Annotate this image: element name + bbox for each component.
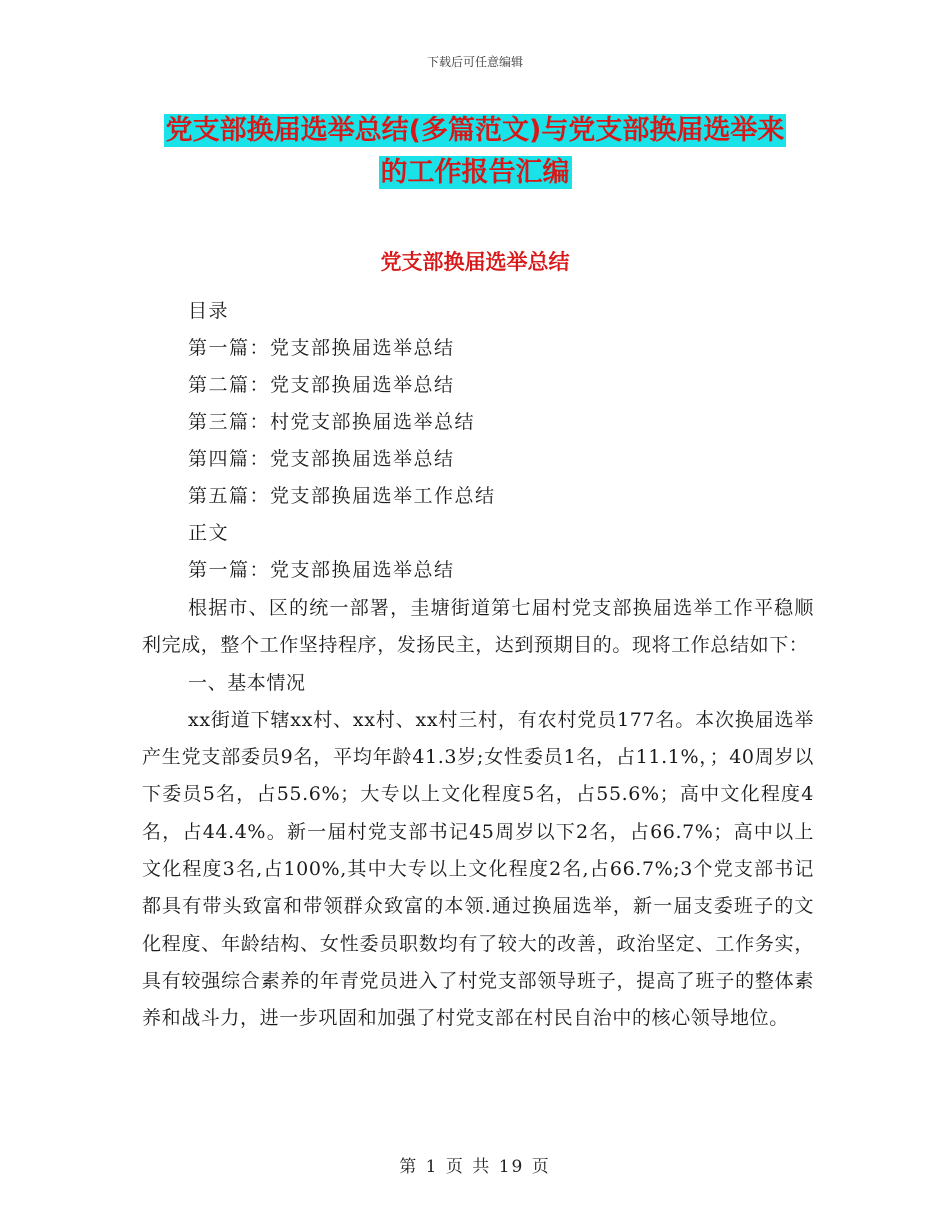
section-title: 党支部换届选举总结 bbox=[380, 250, 570, 274]
document-title-line1: 党支部换届选举总结(多篇范文)与党支部换届选举来 bbox=[165, 115, 785, 146]
toc-item: 第一篇：党支部换届选举总结 bbox=[188, 337, 455, 359]
toc-heading: 目录 bbox=[188, 300, 230, 322]
section-heading: 一、基本情况 bbox=[188, 671, 306, 694]
body-text bbox=[142, 590, 814, 1038]
paragraph: xx街道下辖xx村、xx村、xx村三村，有农村党员177名。本次换届选举产生党支部委员9名，平均年龄41.3岁;女性委员1名，占11.1%，；40周岁以下委员5名，占55.6%；大专以上文化程度5名，占55.6%；高中文化程度4名，占44.4%。新一届村党支部书记45周岁以下2名，占66.7%；高中以上文化程度3名,占100%,其中大专以上文化程度2名,占66.7%;3个党支部书记都具有带头致富和带领群众致富的本领.通过换届选举，新一届支委班子的文化程度、年龄结构、女性委员职数均有了较大的改善，政治坚定、工作务实，具有较强综合素养的年青党员进入了村党支部领导班子，提高了班子的整体素养和战斗力，进一步巩固和加强了村党支部在村民自治中的核心领导地位。 bbox=[142, 708, 814, 1030]
toc-item: 第五篇：党支部换届选举工作总结 bbox=[188, 485, 496, 507]
document-title bbox=[140, 110, 810, 194]
table-of-contents bbox=[188, 293, 496, 589]
document-title-line2: 的工作报告汇编 bbox=[380, 157, 570, 188]
chapter-heading: 第一篇：党支部换届选举总结 bbox=[188, 559, 455, 581]
body-heading: 正文 bbox=[188, 522, 230, 544]
page-number: 第 1 页 共 19 页 bbox=[399, 1157, 551, 1177]
toc-item: 第三篇：村党支部换届选举总结 bbox=[188, 411, 476, 433]
paragraph: 根据市、区的统一部署，圭塘街道第七届村党支部换届选举工作平稳顺利完成，整个工作坚持程序，发扬民主，达到预期目的。现将工作总结如下： bbox=[142, 597, 814, 657]
toc-item: 第二篇：党支部换届选举总结 bbox=[188, 374, 455, 396]
header-note: 下载后可任意编辑 bbox=[426, 55, 523, 69]
toc-item: 第四篇：党支部换届选举总结 bbox=[188, 448, 455, 470]
